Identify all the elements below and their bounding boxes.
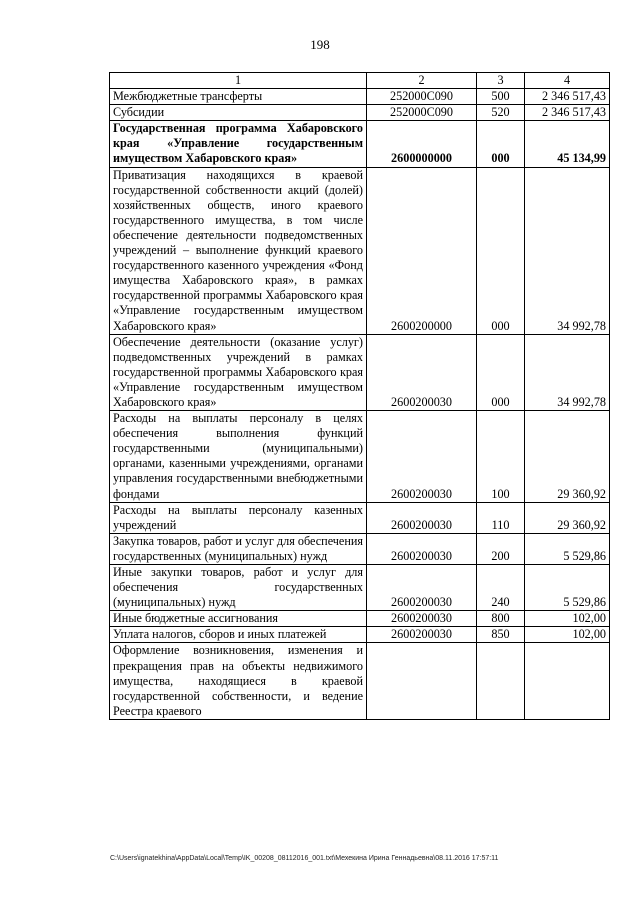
- row-amount: 2 346 517,43: [525, 89, 610, 105]
- row-name: Уплата налогов, сборов и иных платежей: [110, 627, 367, 643]
- table-row: [110, 89, 610, 105]
- row-expense-type: 000: [477, 167, 525, 334]
- row-code: 2600200030: [367, 565, 477, 611]
- row-name: Обеспечение деятельности (оказание услуг) подведомственных учреждений в рамках государственной программы Хабаровского края «Управление государственным имуществом Хабаровского края»: [110, 334, 367, 410]
- row-amount: 34 992,78: [525, 167, 610, 334]
- row-expense-type: [477, 643, 525, 719]
- row-expense-type: 100: [477, 411, 525, 503]
- row-name: Оформление возникновения, изменения и прекращения прав на объекты недвижимого имущества, находящиеся в краевой государственной собственности, и ведение Реестра краевого: [110, 643, 367, 719]
- table-row: [110, 611, 610, 627]
- row-name: Расходы на выплаты персоналу в целях обеспечения выполнения функций государственными (муниципальными) органами, казенными учреждениями, органами управления государственными внебюджетными фондами: [110, 411, 367, 503]
- row-amount: 34 992,78: [525, 334, 610, 410]
- row-name: Государственная программа Хабаровского края «Управление государственным имуществом Хабаровского края»: [110, 121, 367, 167]
- table-row: [110, 533, 610, 564]
- row-amount: 5 529,86: [525, 565, 610, 611]
- table-row: [110, 643, 610, 719]
- row-expense-type: 500: [477, 89, 525, 105]
- row-name: Расходы на выплаты персоналу казенных учреждений: [110, 502, 367, 533]
- row-code: 2600000000: [367, 121, 477, 167]
- row-name: Приватизация находящихся в краевой государственной собственности акций (долей) хозяйственных обществ, иного краевого государственного имущества, в том числе обеспечение деятельности подведомственных учреждений – выполнение функций краевого государственного казенного учреждения «Фонд имущества Хабаровского края», в рамках государственной программы Хабаровского края «Управление государственным имуществом Хабаровского края»: [110, 167, 367, 334]
- header-col-2: 2: [367, 73, 477, 89]
- row-expense-type: 110: [477, 502, 525, 533]
- page-number: 198: [310, 37, 330, 52]
- budget-table: [109, 72, 610, 720]
- table-row-program: [110, 121, 610, 167]
- row-expense-type: 520: [477, 105, 525, 121]
- row-name: Закупка товаров, работ и услуг для обеспечения государственных (муниципальных) нужд: [110, 533, 367, 564]
- row-code: [367, 643, 477, 719]
- row-code: 2600200030: [367, 334, 477, 410]
- row-name: Межбюджетные трансферты: [110, 89, 367, 105]
- row-code: 2600200000: [367, 167, 477, 334]
- row-amount: 29 360,92: [525, 411, 610, 503]
- document-footer-path: C:\Users\ignatekhina\AppData\Local\Temp\IK_00208_08112016_001.txt\Мехекина Ирина Геннадьевна\08.11.2016 17:57:11: [110, 855, 499, 862]
- row-code: 2600200030: [367, 533, 477, 564]
- row-code: 2600200030: [367, 611, 477, 627]
- row-expense-type: 000: [477, 121, 525, 167]
- table-row: [110, 105, 610, 121]
- row-amount: 29 360,92: [525, 502, 610, 533]
- table-row: [110, 565, 610, 611]
- row-expense-type: 200: [477, 533, 525, 564]
- row-name: Иные закупки товаров, работ и услуг для обеспечения государственных (муниципальных) нужд: [110, 565, 367, 611]
- table-row: [110, 411, 610, 503]
- row-amount: [525, 643, 610, 719]
- header-col-1: 1: [110, 73, 367, 89]
- row-name: Иные бюджетные ассигнования: [110, 611, 367, 627]
- table-row: [110, 167, 610, 334]
- header-col-4: 4: [525, 73, 610, 89]
- row-expense-type: 000: [477, 334, 525, 410]
- row-code: 2600200030: [367, 627, 477, 643]
- table-row: [110, 334, 610, 410]
- header-col-3: 3: [477, 73, 525, 89]
- row-code: 2600200030: [367, 502, 477, 533]
- row-expense-type: 240: [477, 565, 525, 611]
- row-code: 252000C090: [367, 89, 477, 105]
- row-expense-type: 850: [477, 627, 525, 643]
- row-expense-type: 800: [477, 611, 525, 627]
- row-code: 252000C090: [367, 105, 477, 121]
- row-amount: 5 529,86: [525, 533, 610, 564]
- row-amount: 45 134,99: [525, 121, 610, 167]
- row-name: Субсидии: [110, 105, 367, 121]
- row-amount: 102,00: [525, 627, 610, 643]
- row-code: 2600200030: [367, 411, 477, 503]
- row-amount: 2 346 517,43: [525, 105, 610, 121]
- table-header-row: [110, 73, 610, 89]
- table-row: [110, 627, 610, 643]
- row-amount: 102,00: [525, 611, 610, 627]
- table-row: [110, 502, 610, 533]
